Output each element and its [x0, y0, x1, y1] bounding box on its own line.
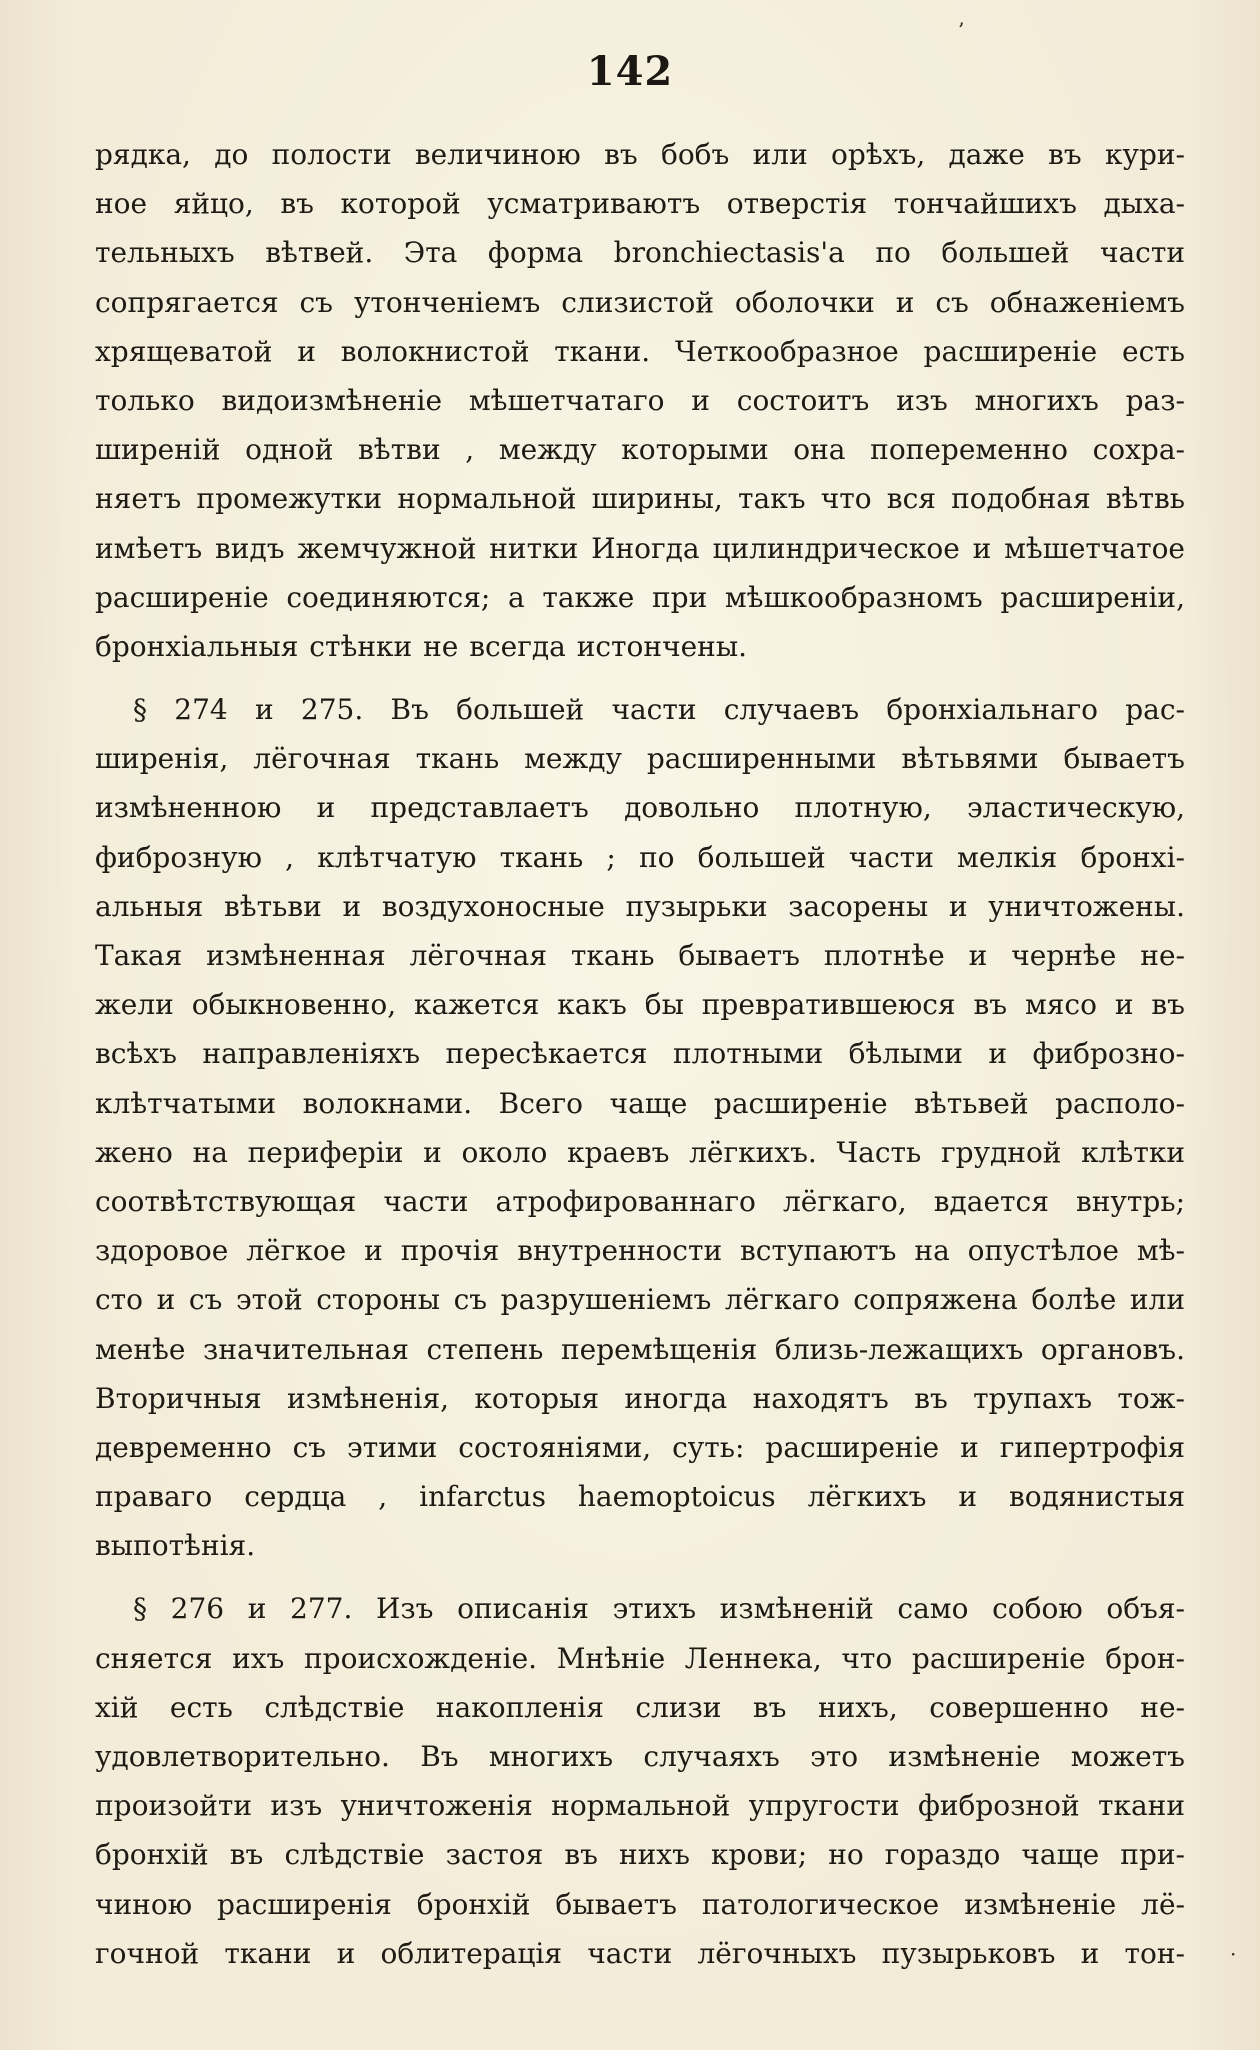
text-line: сопрягается съ утонченіемъ слизистой оболочки и съ обнаженіемъ — [95, 285, 1185, 319]
text-line: выпотѣнія. — [95, 1529, 256, 1563]
text-line: только видоизмѣненіе мѣшетчатаго и состоитъ изъ многихъ раз- — [95, 383, 1185, 417]
text-line: няетъ промежутки нормальной ширины, такъ что вся подобная вѣтвь — [95, 482, 1185, 516]
text-line: ширеній одной вѣтви , между которыми она попеременно сохра- — [95, 433, 1185, 467]
body-text — [95, 130, 1185, 1978]
text-line: § 276 и 277. Изъ описанія этихъ измѣненій само собою объя- — [133, 1592, 1185, 1626]
paragraph-1 — [95, 130, 1185, 671]
text-line: § 274 и 275. Въ большей части случаевъ бронхіальнаго рас- — [133, 693, 1185, 727]
text-line: ширенія, лёгочная ткань между расширенными вѣтьвями бываетъ — [95, 742, 1185, 776]
text-line: клѣтчатыми волокнами. Всего чаще расширеніе вѣтьвей располо- — [95, 1086, 1185, 1120]
text-line: сняется ихъ происхожденіе. Мнѣніе Леннека, что расширеніе брон- — [95, 1641, 1185, 1675]
text-line: удовлетворительно. Въ многихъ случаяхъ это измѣненіе можетъ — [95, 1740, 1185, 1773]
text-line: произойти изъ уничтоженія нормальной упругости фиброзной ткани — [95, 1789, 1185, 1823]
text-line: девременно съ этими состояніями, суть: расширеніе и гипертрофія — [95, 1430, 1185, 1464]
text-line: здоровое лёгкое и прочія внутренности вступаютъ на опустѣлое мѣ- — [95, 1234, 1185, 1268]
text-line: чиною расширенія бронхій бываетъ патологическое измѣненіе лё- — [95, 1887, 1185, 1921]
text-line: жели обыкновенно, кажется какъ бы превратившеюся въ мясо и въ — [95, 988, 1185, 1022]
text-line: соотвѣтствующая части атрофированнаго лёгкаго, вдается внутрь; — [95, 1184, 1185, 1218]
text-line: всѣхъ направленіяхъ пересѣкается плотными бѣлыми и фиброзно- — [95, 1037, 1185, 1071]
paragraph-gap — [95, 671, 1185, 685]
page-number: 142 — [586, 48, 674, 95]
paragraph-gap — [95, 1570, 1185, 1584]
paragraph-2 — [95, 685, 1185, 1570]
text-line: альныя вѣтьви и воздухоносные пузырьки засорены и уничтожены. — [95, 889, 1185, 923]
text-line: праваго сердца , infarctus haemoptoicus лёгкихъ и водянистыя — [95, 1480, 1185, 1514]
text-line: бронхіальныя стѣнки не всегда истончены. — [95, 629, 747, 663]
text-line: фиброзную , клѣтчатую ткань ; по большей части мелкія бронхі- — [95, 840, 1185, 874]
text-line: расширеніе соединяются; а также при мѣшкообразномъ расширеніи, — [95, 580, 1185, 614]
text-line: менѣе значительная степень перемѣщенія близь-лежащихъ органовъ. — [95, 1332, 1185, 1366]
text-line: Такая измѣненная лёгочная ткань бываетъ плотнѣе и чернѣе не- — [95, 939, 1185, 972]
text-line: хій есть слѣдствіе накопленія слизи въ нихъ, совершенно не- — [95, 1690, 1185, 1724]
ink-speck: ’ — [958, 18, 965, 42]
text-line: сто и съ этой стороны съ разрушеніемъ лёгкаго сопряжена болѣе или — [95, 1283, 1185, 1317]
text-line: ное яйцо, въ которой усматриваютъ отверстія тончайшихъ дыха- — [95, 187, 1185, 221]
ink-speck: · — [1230, 1942, 1237, 1966]
text-line: жено на периферіи и около краевъ лёгкихъ. Часть грудной клѣтки — [95, 1135, 1185, 1169]
text-line: хрящеватой и волокнистой ткани. Четкообразное расширеніе есть — [95, 334, 1185, 368]
text-line: рядка, до полости величиною въ бобъ или орѣхъ, даже въ кури- — [95, 138, 1185, 171]
text-line: имѣетъ видъ жемчужной нитки Иногда цилиндрическое и мѣшетчатое — [95, 531, 1185, 565]
paragraph-3 — [95, 1584, 1185, 1978]
text-line: бронхій въ слѣдствіе застоя въ нихъ крови; но гораздо чаще при- — [95, 1838, 1185, 1872]
text-line: тельныхъ вѣтвей. Эта форма bronchiectasis'а по большей части — [95, 236, 1185, 270]
text-line: гочной ткани и облитерація части лёгочныхъ пузырьковъ и тон- — [95, 1936, 1185, 1970]
text-line: Вторичныя измѣненія, которыя иногда находятъ въ трупахъ тож- — [95, 1381, 1185, 1415]
text-line: измѣненною и представлаетъ довольно плотную, эластическую, — [95, 791, 1185, 825]
